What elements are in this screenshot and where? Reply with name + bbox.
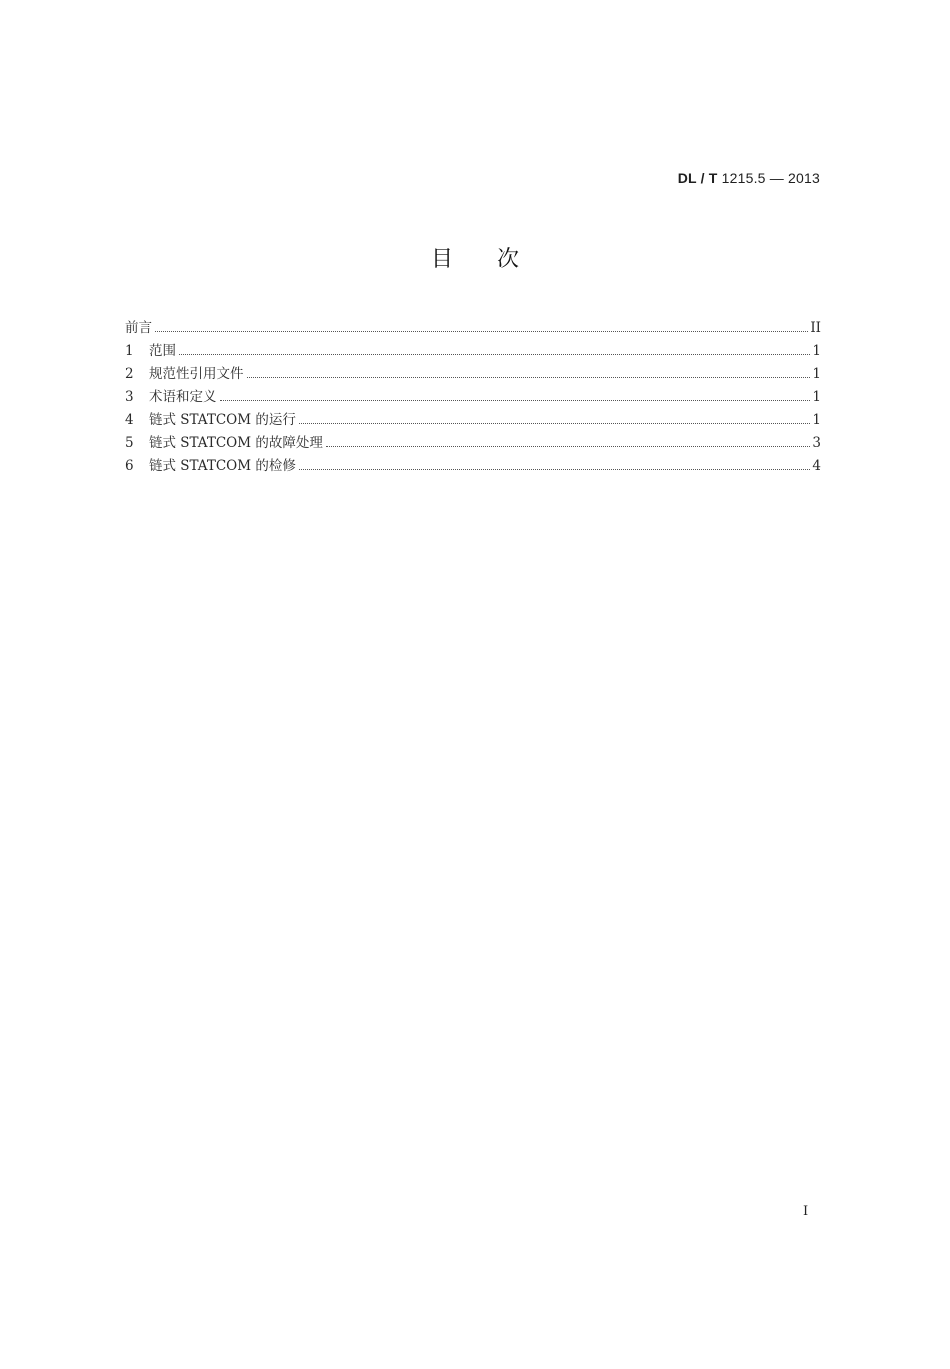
toc-item-title: 规范性引用文件: [149, 366, 244, 382]
toc-item-title: 前言: [125, 320, 152, 336]
toc-item-page: 3: [812, 435, 821, 451]
toc-leader-dots: [247, 376, 811, 378]
toc-item-operation[interactable]: [125, 408, 821, 431]
title-char-2: 次: [497, 247, 520, 272]
toc-item-page: 1: [812, 343, 821, 359]
toc-leader-dots: [299, 468, 811, 470]
toc-item-maintenance[interactable]: [125, 454, 821, 477]
toc-item-number: 2: [125, 366, 134, 382]
standard-number: 1215.5 — 2013: [721, 170, 820, 186]
toc-item-title: 链式 STATCOM 的故障处理: [149, 435, 323, 451]
toc-item-title: 范围: [149, 343, 176, 359]
table-of-contents: [125, 316, 821, 477]
toc-item-number: 1: [125, 343, 134, 359]
toc-leader-dots: [220, 399, 811, 401]
toc-item-scope[interactable]: [125, 339, 821, 362]
toc-item-number: 3: [125, 389, 134, 405]
toc-leader-dots: [299, 422, 811, 424]
standard-code: [678, 170, 820, 186]
toc-item-foreword[interactable]: [125, 316, 821, 339]
toc-item-number: 6: [125, 458, 134, 474]
toc-item-page: 1: [812, 412, 821, 428]
toc-leader-dots: [155, 330, 808, 332]
page-number: I: [803, 1204, 809, 1219]
toc-item-page: 1: [812, 366, 821, 382]
toc-item-number: 5: [125, 435, 134, 451]
toc-item-page: II: [810, 320, 821, 336]
toc-item-page: 4: [812, 458, 821, 474]
toc-item-page: 1: [812, 389, 821, 405]
toc-item-fault-handling[interactable]: [125, 431, 821, 454]
toc-item-normative-references[interactable]: [125, 362, 821, 385]
toc-item-terms-definitions[interactable]: [125, 385, 821, 408]
standard-prefix: DL / T: [677, 170, 718, 186]
page-title: [0, 242, 950, 273]
toc-item-title: 链式 STATCOM 的运行: [149, 412, 296, 428]
title-char-1: 目: [430, 247, 453, 272]
toc-leader-dots: [326, 445, 811, 447]
toc-item-title: 链式 STATCOM 的检修: [149, 458, 296, 474]
toc-item-number: 4: [125, 412, 134, 428]
toc-item-title: 术语和定义: [149, 389, 217, 405]
toc-leader-dots: [179, 353, 810, 355]
